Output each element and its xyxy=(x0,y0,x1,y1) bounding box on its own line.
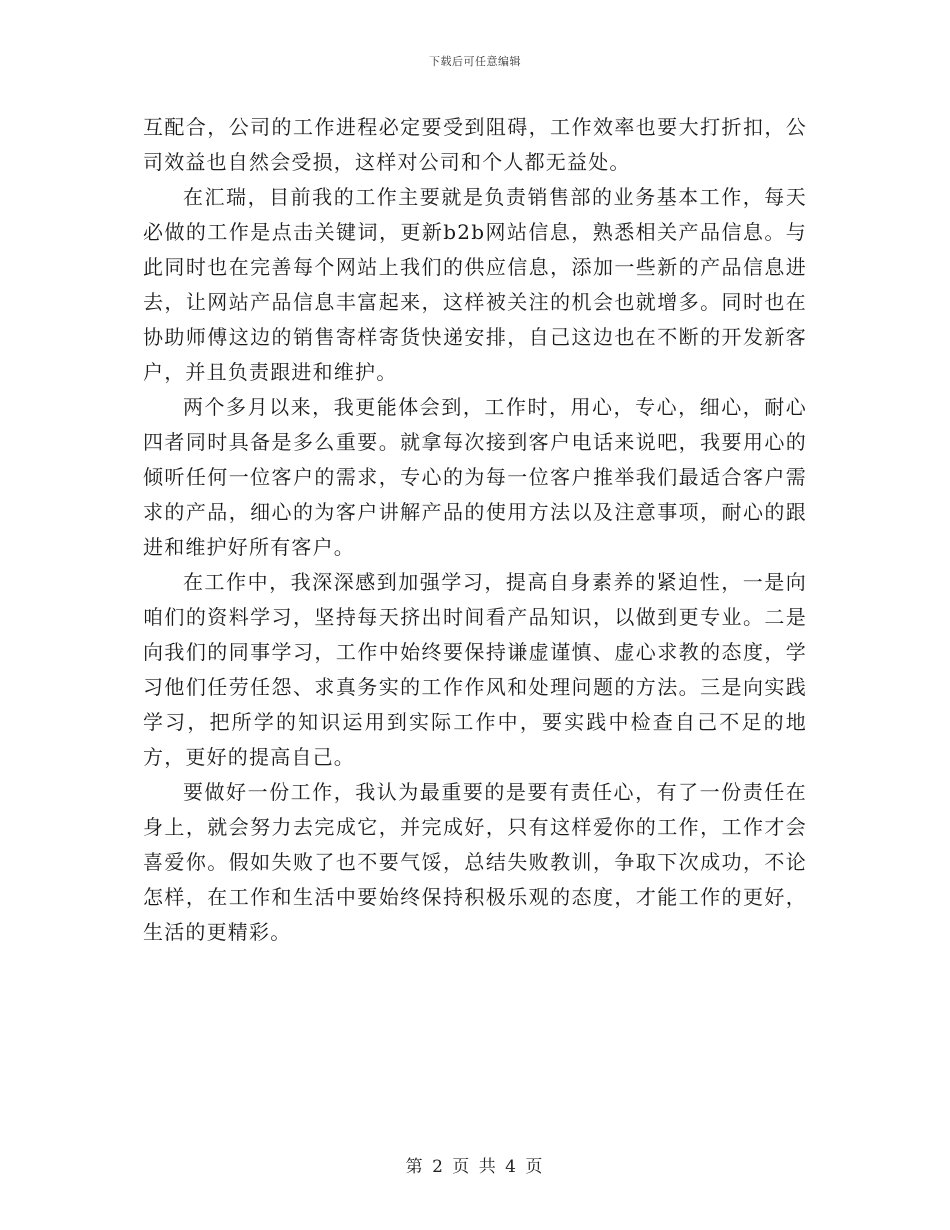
paragraph: 要做好一份工作，我认为最重要的是要有责任心，有了一份责任在身上，就会努力去完成它，并完成好，只有这样爱你的工作，工作才会喜爱你。假如失败了也不要气馁，总结失败教训，争取下次成功，不论怎样，在工作和生活中要始终保持积极乐观的态度，才能工作的更好，生活的更精彩。 xyxy=(143,780,807,944)
paragraph: 两个多月以来，我更能体会到，工作时，用心，专心，细心，耐心四者同时具备是多么重要。就拿每次接到客户电话来说吧，我要用心的倾听任何一位客户的需求，专心的为每一位客户推举我们最适合客户需求的产品，细心的为客户讲解产品的使用方法以及注意事项，耐心的跟进和维护好所有客户。 xyxy=(143,395,807,559)
paragraph: 在工作中，我深深感到加强学习，提高自身素养的紧迫性，一是向咱们的资料学习，坚持每天挤出时间看产品知识，以做到更专业。二是向我们的同事学习，工作中始终要保持谦虚谨慎、虚心求教的态度，学习他们任劳任怨、求真务实的工作作风和处理问题的方法。三是向实践学习，把所学的知识运用到实际工作中，要实践中检查自己不足的地方，更好的提高自己。 xyxy=(143,570,807,769)
document-body xyxy=(143,110,807,950)
page-number: 第 2 页 共 4 页 xyxy=(405,1157,545,1177)
paragraph-continuation: 互配合，公司的工作进程必定要受到阻碍，工作效率也要大打折扣，公司效益也自然会受损，这样对公司和个人都无益处。 xyxy=(143,115,807,174)
paragraph: 在汇瑞，目前我的工作主要就是负责销售部的业务基本工作，每天必做的工作是点击关键词，更新b2b网站信息，熟悉相关产品信息。与此同时也在完善每个网站上我们的供应信息，添加一些新的产品信息进去，让网站产品信息丰富起来，这样被关注的机会也就增多。同时也在协助师傅这边的销售寄样寄货快递安排，自己这边也在不断的开发新客户，并且负责跟进和维护。 xyxy=(143,185,807,384)
page-header: 下载后可任意编辑 xyxy=(429,55,521,68)
